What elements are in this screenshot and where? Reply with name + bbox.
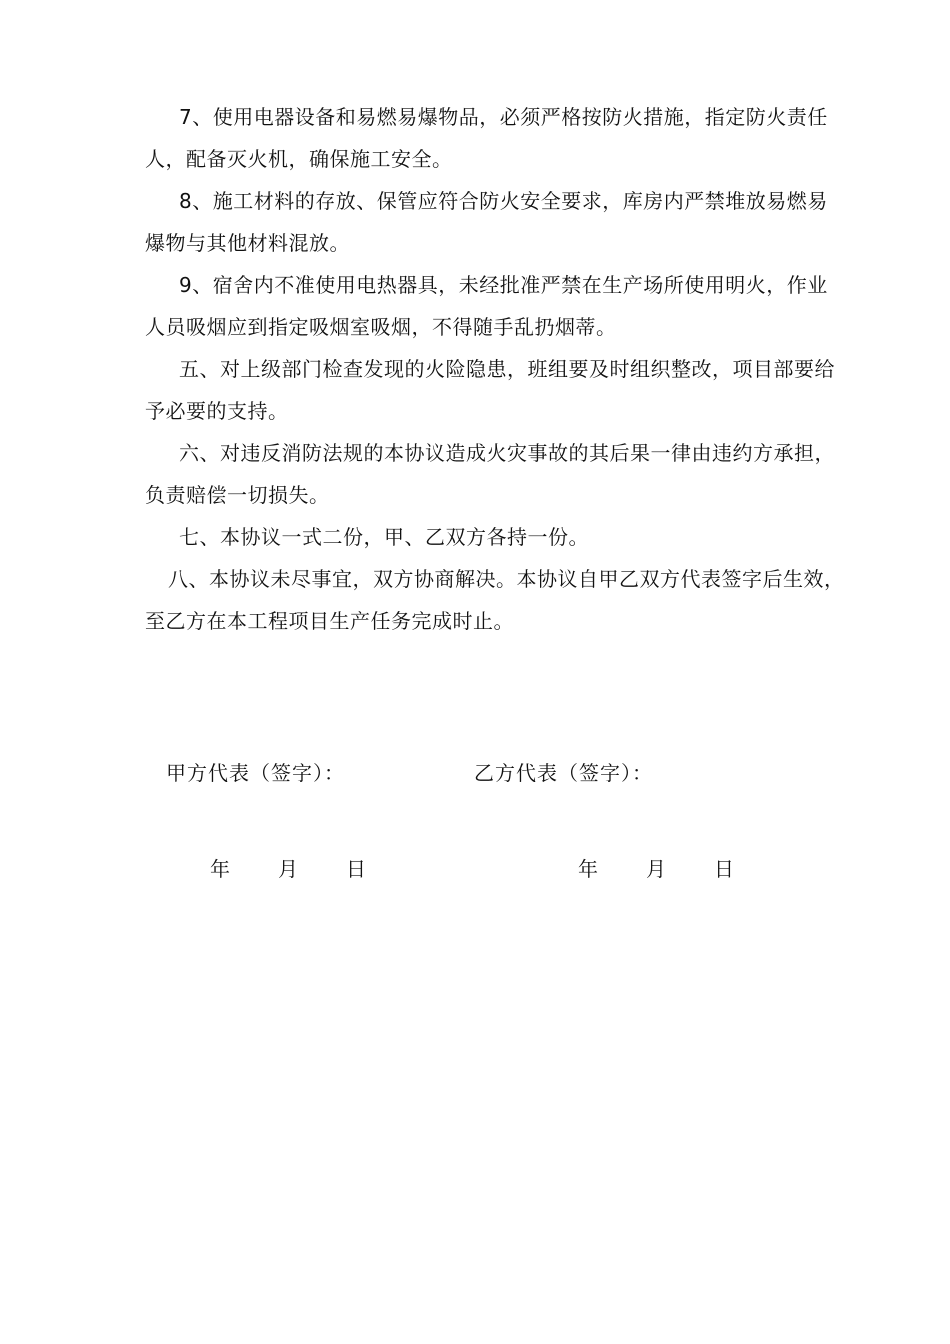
party-b-date-day: 日 <box>714 857 734 881</box>
party-b-signature-label: 乙方代表（签字）： <box>474 761 653 785</box>
agreement-body <box>145 96 845 642</box>
party-a-signature-label: 甲方代表（签字）： <box>166 761 345 785</box>
party-a-date-year: 年 <box>210 857 230 881</box>
clause-9: 9、宿舍内不准使用电热器具，未经批准严禁在生产场所使用明火，作业人员吸烟应到指定吸烟室吸烟，不得随手乱扔烟蒂。 <box>145 273 828 339</box>
party-a-date-month: 月 <box>278 857 298 881</box>
party-b-date-year: 年 <box>578 857 598 881</box>
party-b-date-month: 月 <box>646 857 666 881</box>
clause-eight: 八、本协议未尽事宜，双方协商解决。本协议自甲乙双方代表签字后生效，至乙方在本工程项目生产任务完成时止。 <box>145 567 845 633</box>
clause-7: 7、使用电器设备和易燃易爆物品，必须严格按防火措施，指定防火责任人，配备灭火机，确保施工安全。 <box>145 105 828 171</box>
clause-seven: 七、本协议一式二份，甲、乙双方各持一份。 <box>179 525 589 549</box>
clause-five: 五、对上级部门检查发现的火险隐患，班组要及时组织整改，项目部要给予必要的支持。 <box>145 357 835 423</box>
clause-six: 六、对违反消防法规的本协议造成火灾事故的其后果一律由违约方承担，负责赔偿一切损失。 <box>145 441 835 507</box>
party-a-date-day: 日 <box>346 857 366 881</box>
clause-8: 8、施工材料的存放、保管应符合防火安全要求，库房内严禁堆放易燃易爆物与其他材料混放。 <box>145 189 828 255</box>
